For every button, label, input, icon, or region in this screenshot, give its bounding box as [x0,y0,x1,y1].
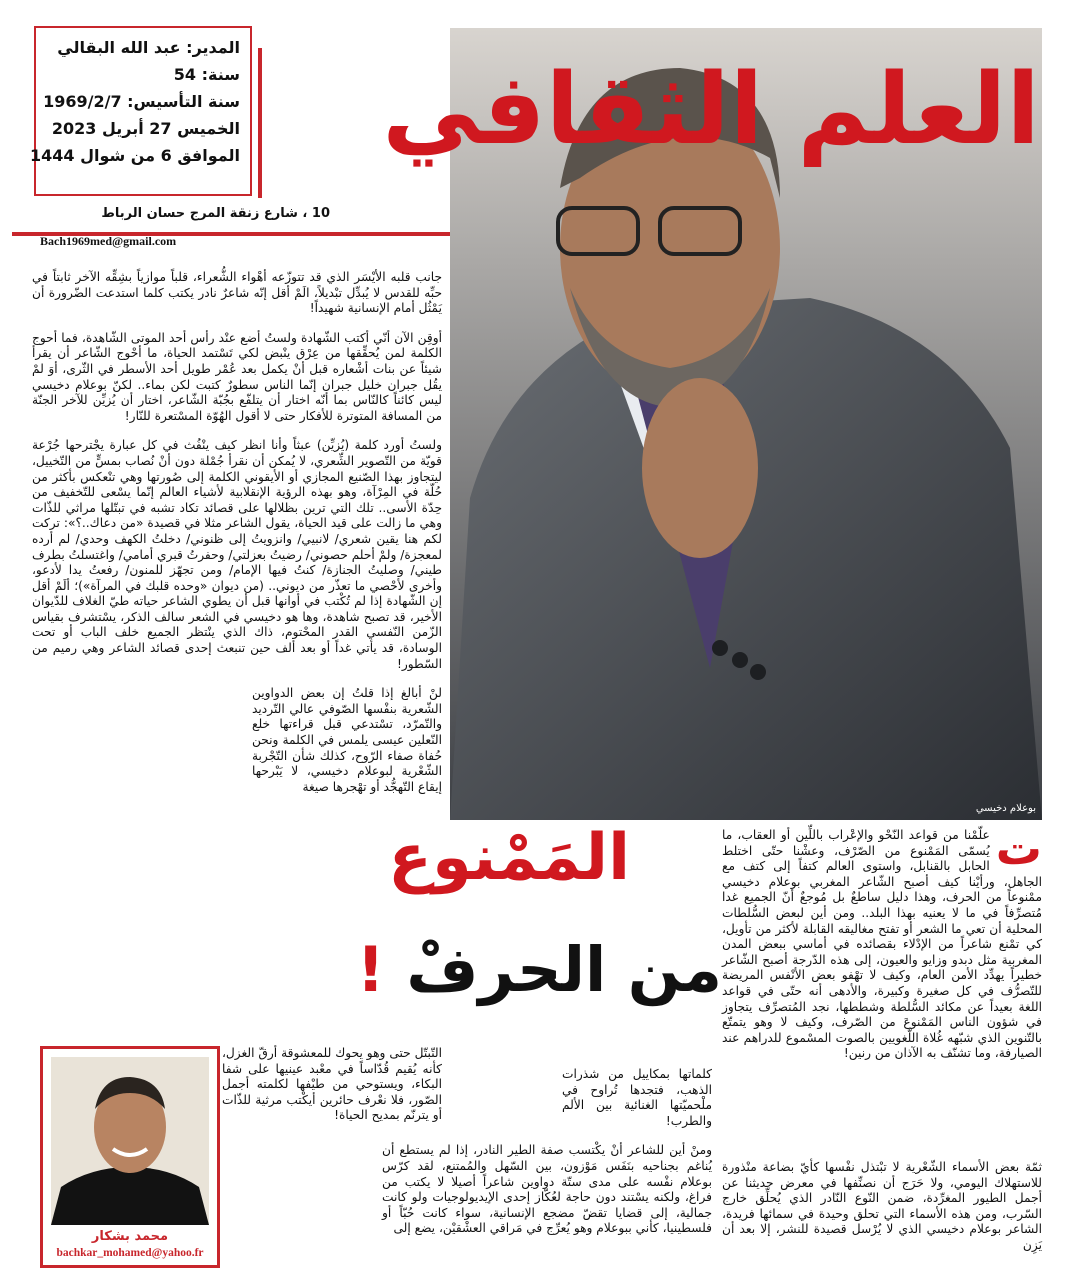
poet-photo [382,28,1042,820]
headline-text: من الحرفْ [406,933,722,1006]
year-line: سنة: 54 [173,65,240,84]
paragraph: التّبتّل حتى وهو يحوك للمعشوقة أرقّ الغزل، كأنه يُقيم قُدّاساً في معْبد عينيها على شفا البكاء، ويستوحي من طيْفها لكلمته أجمل الصّور، فلا نعْرف حائرين أيكْتب مرثية للذّات أو يترنّم بمديح الحياة! [222,1046,442,1123]
headline-line-2 [356,930,722,1010]
contact-email[interactable]: Bach1969med@gmail.com [40,234,177,248]
paragraph: ومنْ أين للشاعر أنْ يكْتسب صفة الطير النادر، إذا لم يستطع أن يُناغم بجناحيه بنَفَس مَوْزون، بين السّهل والمُمتنع، لقد كرّس بوعلام نفْسه على مدى ستّة دواوين شاعراً أصيلا لا يكتب من فراغ، ولكنه يسْتند دون حاجة لعُكّاز إحدى الإيديولوجيات ولو كانت جمالية، إلى قضايا تقضّ مضجع الإنسانية، سواء كانت حُبّاً أو فلسطينيا، كأني ببوعلام وهو يُعرِّج في مَراقي العشْقيْن، يضع إلى [382,1143,712,1236]
article-left-column [32,270,442,809]
article-left-continuation [222,1046,442,1138]
date-line: الخميس 27 أبريل 2023 [51,119,240,138]
paragraph: ثمّة بعض الأسماء الشّعْرية لا تبْتذل نفْسها كأيّ بضاعة منْذورة للاستهلاك اليومي، ولا حَرَج أن نصنِّفها في معرض حديثنا عن أجمل الطيور المغرِّدة، ضمن النّوع النّادر الذي يُحلِّق خارج السّرب، ومن هذه الأسماء التي تحلق وحيدة في سمائها فريدة، الشاعر بوعلام دخيسي الذي لا يُرْسل قصيدة للنشر، إلا بعد أن يَزِن [722,1160,1042,1252]
photo-caption: بوعلام دخيسي [975,803,1036,814]
author-box [40,1046,220,1268]
exclamation-mark: ! [356,933,385,1006]
paragraph-text: علّمْنا من قواعد النّحْو والإعْراب باللِّين أو العقاب، ما يُسمّى المَمْنوع من الصّرْف، وعشْنا حتّى اختلط الحابل بالقنابل، واستوى العالم كتفاً إلى كتف مع الجاهل، ورأيْنا كيف أصبح الشّاعر المغربي بوعلام دخيسي ممْنوعاً من الحرف، وهذا دليل ساطعٌ بل مُوجعٌ أنّ الجميع غدا مُتصرِّفاً في ما لا يعنيه بهذا البلد.. ومن أين لبعض السُّلطات المحلية أن تعي ما الشعر أو تفتح مغاليقه القابلة لأكثر من تأويل، كي تمْنع شاعراً من الإدْلاء بقصائده في أماسي ببعض المدن المغربية مثل دبدو وزايو والعيون، إلى هذه الدّرجة أصبح الشّاعر خطيراً يهدِّد الأمن العام، وكيف لا تهْفو بعض الأنْفس المريضة للتّصرُّف في كل صغيرة وكبيرة، والأدهى أنه حتّى في قواعد اللغة بعيداً عن مكائد السُّلطة وشططها، نجد المُتصرِّف يتجاوز في شؤون الناس المَمْنوعَ من الصّرف، وكيف لا وهو يتمتّع بالتّنوين الذي شبّهه غُلاة اللّغويين بالصوت المسْموع للدراهم عند الصيارفة، وما تشنّف به الآذان من رنين! [722,828,1042,1061]
paragraph: جانب قلبه الأيْسَر الذي قد تتوزّعه أهْواء الشُّعراء، قلباً موازياً بشِقِّه الآخر ثابتاً في حبِّه للقدس لا يُبدِّل تبْديلاً، الَمْ أقل إنّه شاعرٌ نادر يكتب كلما استدعت الضّرورة أن يَمْثُل أمام الإنسانية شهيداً! [32,270,442,316]
vertical-divider [258,48,262,198]
paragraph: أوقِن الآن أنّي أكتب الشّهادة ولستُ أضع عنْد رأس أحد الموتى الشّاهدة، فما أحوج الكلمة لمن يُحقِّقها من عِرْق ينْبض لكي تَسْتمد الحياة، ما أحْوج الشّاعر أن يقرأ شيئاً عن بنات أشْعاره قبل أنْ يكمل بعد عُمْر طويل أحد الأسطر في الثّرى، أوَ لمْ يقُل جبران خليل جبران إنّما الناس سطورٌ كتبت لكن بماء.. لكنّ بوعلام دخيسي ليس كائناً كالنّاس بما أنّه اختار أن يتلفّع بجُبّة الشّاعر، اختار أن يُزيِّن للآخر الجنّة من المسافة المتوترة للأفكار حتى لا أقول الهُوّة المسْتعرة للنّار! [32,330,442,423]
paragraph: لنْ أبالغ إذا قلتُ إن بعض الدواوين الشّعرية بنفْسها الصّوفي عالي التّرديد والتّمرّد، تسْتدعي قبل قراءتها خلع النّعلين عيسى يلمس في الكلمة ونحن حُفاة صفاء الرّوح، كذلك شأن التّجْربة الشّعْرية لبوعلام دخيسي، لا يَبْرحها إيقاع التّهجُّد أو تهْجرها صيغة [252,686,442,794]
article-right-column [722,821,1042,1078]
director-line: المدير: عبد الله البقالي [57,38,240,57]
article-right-column-lower [722,1160,1042,1268]
author-email[interactable]: bachkar_mohamed@yahoo.fr [56,1247,204,1259]
founding-line: سنة التأسيس: 1969/2/7 [43,92,240,111]
hijri-line: الموافق 6 من شوال 1444 [29,146,240,165]
address-line: 10 ، شارع زنقة المرج حسان الرباط [101,206,330,221]
headline-line-1: المَمْنوع [388,821,630,895]
masthead-info-box [29,26,252,196]
author-name: محمد بشكار [91,1229,169,1244]
newspaper-title: العلم الثقافي [382,53,1040,167]
author-photo [51,1057,209,1225]
paragraph: كلماتها بمكاييل من شذرات الذهب، فتجدها تُراوح في ملْحميّتها الغنائية بين الألم والطرب! [562,1067,712,1128]
dropcap: ت [995,821,1042,875]
paragraph: ولستُ أورد كلمة (يُزيِّن) عبثاً وأنا انظر كيف ينْفُث في كل عبارة يجْترحها جُرْعة قويّة من التّصوير الشِّعري، لا يُمكن أن نقرأ جُمْلة دون أنْ نُصاب بمسٍّ من التّخييل، ليتجاوز بهذا الصّنيع المجازي أو الأيقوني الكلمة إلى صُورتها وهي تنْعكس بأكثر من حُلّة في المِرْآة، وهو بهذه الرؤية الإنقلابية لأشياء العالم إنّما يسْعى للتّخفيف من حِدّة الأسى.. تلك التي ترين بظلالها على قصائد تكاد تشبه في تبتّلها مراثي للذّات وهي ما زالت على قيد الحياة، يقول الشاعر مثلا في قصيدة «من دعاك..؟»: تركت لكم هنا يقين شعري/ لانبيي/ وانزويتُ إلى ظنوني/ دخلتُ الكهف وحدي/ لم أرده لمعجزة/ ولمْ أحلم حصوني/ رضيتُ بعزلتي/ وحفرتُ قبري أمامي/ واغتسلتُ بطرف طيني/ وصليتُ الجنازة/ كنتُ فيها الإمام/ ومن تجهّز للمنون/ رفعتُ يدا لأدعو، وأخرى لأحْصي ما تعذّر من ديوني.. (من ديوان «وحده قلبك في المرآة»)؛ ألَمْ أقل إن الشّهادة إذا لم تُكْتب في أوانها قبل أن يطوي الشاعر حياته طيّ الغلاف للدّيوان الأخير، قد تصبح شاهدة، وها هو دخيسي في الشعر سالف الذكر، يسْتشرف بقياس الزّمن النّفسي القدر المحْتوم، ذاك الذي ينْتظر الجميع خلف الباب أو تحت الوسادة، قد يأتي غداً أو بعد ألف حين تنبعث إحدى قصائد الشاعر وهي رميم من السّطور! [32,438,442,671]
paragraph [722,821,1042,1062]
